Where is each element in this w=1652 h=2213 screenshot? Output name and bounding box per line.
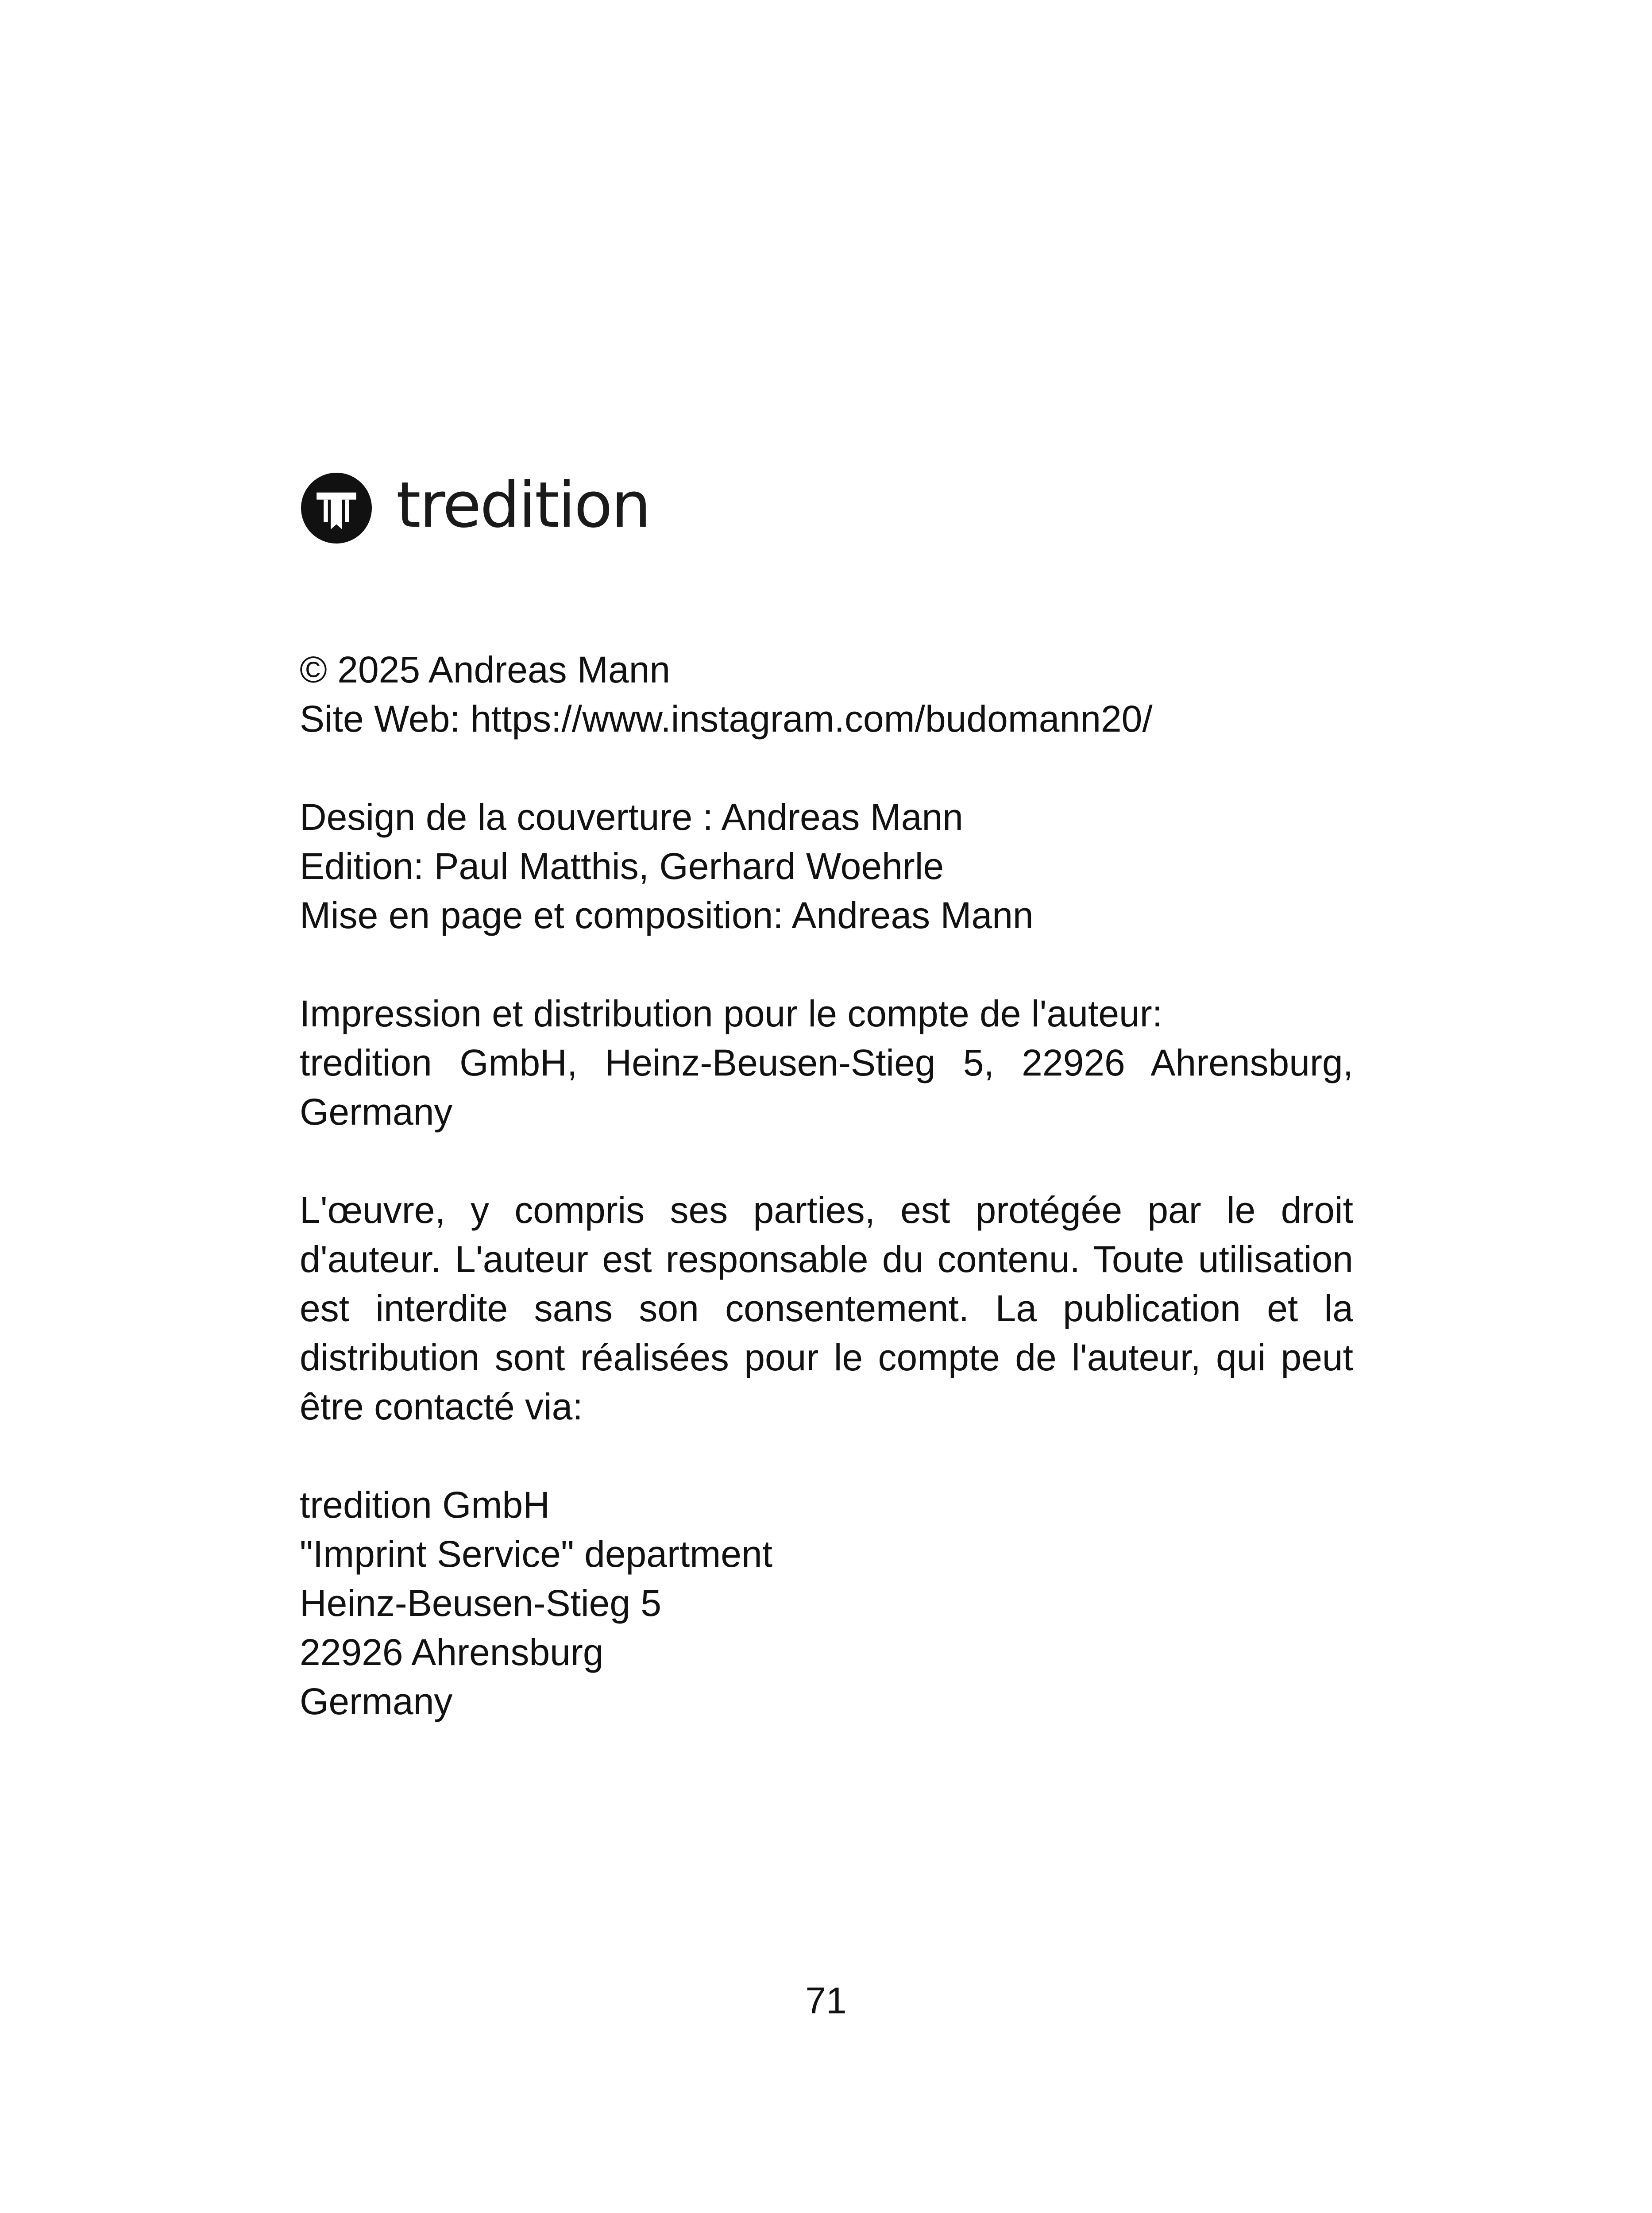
contact-department: "Imprint Service" department <box>300 1533 773 1575</box>
imprint-content <box>300 645 1353 1726</box>
contact-block <box>300 1480 1353 1726</box>
rights-block <box>300 1186 1353 1431</box>
credits-block <box>300 793 1353 940</box>
printing-block <box>300 989 1353 1137</box>
website-line: Site Web: https://www.instagram.com/budomann20/ <box>300 698 1153 740</box>
copyright-block <box>300 645 1353 744</box>
copyright-line: © 2025 Andreas Mann <box>300 649 671 690</box>
layout-credit: Mise en page et composition: Andreas Mann <box>300 894 1034 936</box>
printing-heading: Impression et distribution pour le compte de l'auteur: <box>300 993 1163 1034</box>
rights-paragraph: L'œuvre, y compris ses parties, est protégée par le droit d'auteur. L'auteur est responsable du contenu. Toute utilisation est interdite sans son consentement. La publication et la distribution sont réalisées pour le compte de l'auteur, qui peut être contacté via: <box>300 1189 1353 1427</box>
publisher-wordmark: tredition <box>396 468 650 542</box>
publisher-logo <box>301 468 650 544</box>
printing-address: tredition GmbH, Heinz-Beusen-Stieg 5, 22926 Ahrensburg, Germany <box>300 1042 1353 1133</box>
cover-design-credit: Design de la couverture : Andreas Mann <box>300 796 963 838</box>
contact-company: tredition GmbH <box>300 1484 550 1526</box>
page-number: 71 <box>805 1980 847 2021</box>
contact-street: Heinz-Beusen-Stieg 5 <box>300 1582 662 1624</box>
contact-city: 22926 Ahrensburg <box>300 1631 604 1673</box>
edition-credit: Edition: Paul Matthis, Gerhard Woehrle <box>300 845 944 887</box>
tredition-logo-mark-icon <box>301 473 372 544</box>
contact-country: Germany <box>300 1681 453 1722</box>
